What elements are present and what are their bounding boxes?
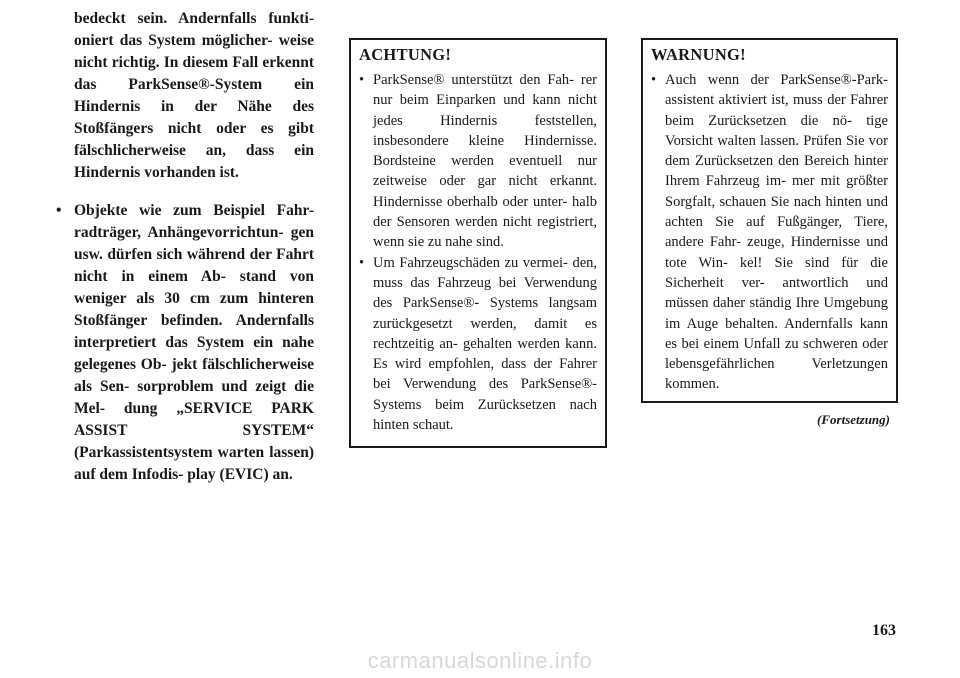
watermark: carmanualsonline.info — [367, 648, 593, 673]
warning-title: WARNUNG! — [651, 45, 746, 64]
list-item: • Um Fahrzeugschäden zu vermei- den, muss das Fahrzeug bei Verwendung des ParkSense®- Systems langsam zurückgesetzt werden, damit es rechtzeitig an- gehalten werden kann. Es wird empfohlen, dass der Fahrer bei Verwendung des ParkSense®- Systems beim Zurücksetzen nach hinten schaut. — [359, 253, 597, 436]
list-item: • ParkSense® unterstützt den Fah- rer nur beim Einparken und kann nicht jedes Hindernis feststellen, insbesondere kleine Hindernisse. Bordsteine werden eventuell nur zeitweise oder gar nicht erkannt. Hindernisse oberhalb oder unter- halb der Sensoren werden nicht registriert, wenn sie zu nahe sind. — [359, 70, 597, 253]
page-number: 163 — [872, 622, 896, 639]
warning-box — [641, 38, 898, 403]
caution-title: ACHTUNG! — [359, 45, 452, 64]
left-text-column — [56, 8, 314, 486]
list-item: • Auch wenn der ParkSense®-Park- assistent aktiviert ist, muss der Fahrer beim Zurücksetzen die nö- tige Vorsicht walten lassen. Prüfen Sie vor dem Zurücksetzen den Bereich hinter Ihrem Fahrzeug im- mer mit größter Sorgfalt, schauen Sie nach hinten und achten Sie auf Fußgänger, Tiere, andere Fahr- zeuge, Hindernisse und tote Win- kel! Sie sind für die Sicherheit ver- antwortlich und müssen daher ständig Ihre Umgebung im Auge behalten. Andernfalls kann es bei einem Unfall zu schweren oder lebensgefährlichen Verletzungen kommen. — [651, 70, 888, 395]
continued-note: (Fortsetzung) — [817, 412, 890, 427]
caution-list — [359, 70, 597, 435]
list-item: • Objekte wie zum Beispiel Fahr- radträger, Anhängevorrichtun- gen usw. dürfen sich während der Fahrt nicht in einem Ab- stand von weniger als 30 cm zum hinteren Stoßfänger befinden. Andernfalls interpretiert das System ein nahe gelegenes Ob- jekt fälschlicherweise als Sen- sorproblem und zeigt die Mel- dung „SERVICE PARK ASSIST SYSTEM“ (Parkassistentsystem warten lassen) auf dem Infodis- play (EVIC) an. — [56, 200, 314, 486]
warning-list — [651, 70, 888, 395]
caution-box — [349, 38, 607, 448]
continued-paragraph: bedeckt sein. Andernfalls funkti- oniert das System möglicher- weise nicht richtig. In diesem Fall erkennt das ParkSense®-System ein Hindernis in der Nähe des Stoßfängers nicht oder es gibt fälschlicherweise an, dass ein Hindernis vorhanden ist. — [74, 10, 314, 181]
left-bullet-list — [56, 200, 314, 486]
